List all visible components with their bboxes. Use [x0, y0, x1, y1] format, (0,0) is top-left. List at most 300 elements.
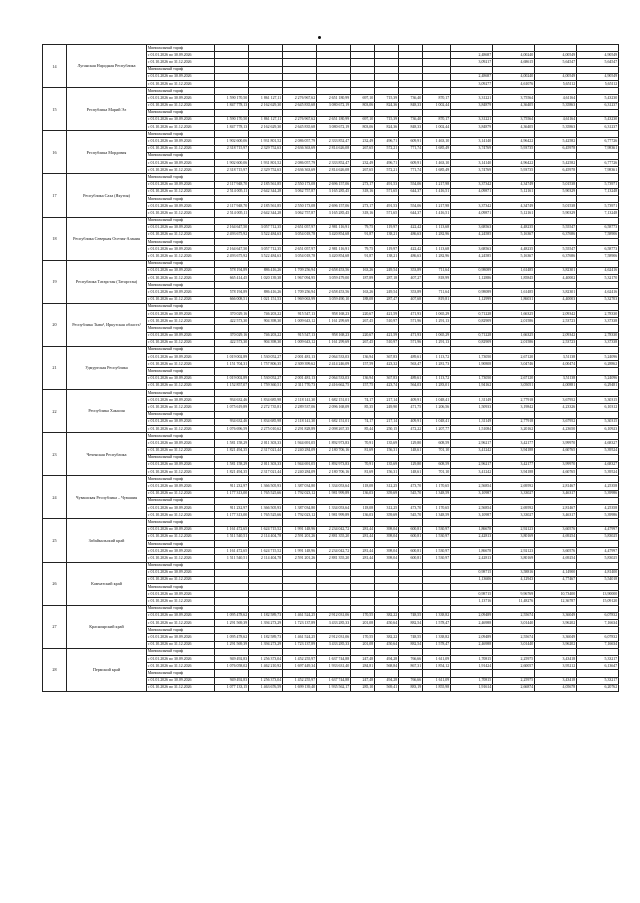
value-cell [423, 131, 451, 138]
value-cell: 0,98715 [451, 591, 493, 598]
value-cell: 958 168,23 [317, 310, 351, 317]
value-cell: 2 064 533,03 [317, 375, 351, 382]
value-cell [535, 195, 577, 202]
value-cell: 5,24096 [577, 354, 619, 361]
value-cell [215, 303, 249, 310]
value-cell: 1 217,98 [423, 181, 451, 188]
value-cell: 91,87 [351, 231, 375, 238]
value-cell: 1 282,96 [423, 231, 451, 238]
value-cell [375, 52, 399, 59]
value-cell: 471,75 [399, 404, 423, 411]
value-cell: 1 611,09 [423, 655, 451, 662]
value-cell: 1 291,13 [423, 318, 451, 325]
value-cell: 3,42177 [493, 440, 535, 447]
value-cell: 2,09342 [535, 310, 577, 317]
value-cell: 2 185 561,85 [249, 203, 283, 210]
value-cell: 398,04 [375, 526, 399, 533]
value-cell: 1 021 151,53 [249, 296, 283, 303]
value-cell [351, 411, 375, 418]
value-cell: 3,80169 [493, 555, 535, 562]
value-cell: 0,71228 [451, 332, 493, 339]
value-cell: 5,55547 [535, 246, 577, 253]
value-cell [451, 66, 493, 73]
value-cell [451, 433, 493, 440]
value-cell: 421,59 [375, 332, 399, 339]
value-cell: 2,09489 [451, 634, 493, 641]
value-cell: 2 118 141,30 [283, 418, 317, 425]
value-cell: 4,09871 [451, 210, 493, 217]
value-cell [399, 239, 423, 246]
value-cell [317, 131, 351, 138]
value-cell: 2 651 057,97 [283, 224, 317, 231]
value-cell: 934 632,46 [215, 418, 249, 425]
value-cell [423, 80, 451, 87]
value-cell [451, 390, 493, 397]
value-cell: 6,37686 [535, 231, 577, 238]
value-cell: 6,28862 [577, 361, 619, 368]
value-cell: 217,14 [375, 397, 399, 404]
value-cell [399, 390, 423, 397]
value-cell [375, 598, 399, 605]
region-number: 15 [43, 88, 67, 131]
value-cell: 423,74 [375, 382, 399, 389]
value-cell: 2,56854 [451, 483, 493, 490]
value-cell: 1,85845 [493, 275, 535, 282]
value-cell: 1 511 540,51 [215, 555, 249, 562]
value-cell: 3 420 854,68 [317, 231, 351, 238]
value-cell [249, 152, 283, 159]
value-cell [535, 109, 577, 116]
value-cell: 3,84879 [451, 102, 493, 109]
value-cell: 1,50933 [451, 404, 493, 411]
value-cell: 3,82301 [535, 289, 577, 296]
value-cell [577, 195, 619, 202]
value-cell: 572,21 [375, 167, 399, 174]
value-cell: 2,46988 [451, 641, 493, 648]
value-cell: 609,91 [399, 160, 423, 167]
value-cell: 1 834 685,98 [249, 418, 283, 425]
value-cell: 1 177 313,00 [215, 512, 249, 519]
value-cell: 5,90329 [535, 210, 577, 217]
value-cell [423, 66, 451, 73]
value-cell [249, 591, 283, 598]
value-cell: 1 348,59 [423, 490, 451, 497]
value-cell: 422 573,30 [215, 318, 249, 325]
value-cell [283, 66, 317, 73]
value-cell: 3,74769 [451, 167, 493, 174]
value-cell: 318,16 [351, 188, 375, 195]
value-cell: 1 151 704,31 [215, 361, 249, 368]
value-cell: 1 611,09 [423, 677, 451, 684]
value-cell: 3,14140 [451, 138, 493, 145]
value-cell: 5,12161 [493, 188, 535, 195]
value-cell [283, 670, 317, 677]
value-cell [399, 217, 423, 224]
value-cell [283, 368, 317, 375]
value-cell: 6,07832 [577, 612, 619, 619]
value-cell: 6,31237 [577, 124, 619, 131]
value-cell [215, 195, 249, 202]
value-cell [249, 52, 283, 59]
value-cell [451, 88, 493, 95]
value-cell [399, 346, 423, 353]
value-cell: 1 065,29 [423, 332, 451, 339]
value-cell [215, 66, 249, 73]
value-cell: 1 348,59 [423, 512, 451, 519]
value-cell [317, 73, 351, 80]
value-cell: 2 064 533,03 [317, 354, 351, 361]
value-cell: 156,31 [375, 469, 399, 476]
value-cell: 5,01538 [535, 203, 577, 210]
value-cell: 883,19 [399, 684, 423, 691]
table-row [43, 346, 619, 353]
tariff-type-label: Минимальный тариф [147, 325, 215, 332]
value-cell [399, 569, 423, 576]
value-cell [451, 303, 493, 310]
value-cell [215, 174, 249, 181]
value-cell: 2 164 647,50 [215, 246, 249, 253]
value-cell: 1 682 151,01 [317, 418, 351, 425]
value-cell: 1,73050 [451, 354, 493, 361]
value-cell: 2 276 967,62 [283, 116, 317, 123]
value-cell: 2,81467 [535, 483, 577, 490]
value-cell: 2,56854 [451, 505, 493, 512]
value-cell: 7,16634 [577, 641, 619, 648]
value-cell: 958 168,23 [317, 332, 351, 339]
value-cell: 2 645 835,68 [283, 102, 317, 109]
value-cell: 4,34749 [493, 181, 535, 188]
value-cell [577, 260, 619, 267]
value-cell [535, 66, 577, 73]
value-cell [215, 497, 249, 504]
value-cell: 697,10 [351, 116, 375, 123]
value-cell: 4,09871 [451, 188, 493, 195]
value-cell [283, 562, 317, 569]
value-cell: 2 117 948,70 [215, 181, 249, 188]
value-cell: 422,42 [399, 224, 423, 231]
value-cell [423, 109, 451, 116]
value-cell: 2 645 835,68 [283, 124, 317, 131]
value-cell: 1 944 691,05 [283, 461, 317, 468]
value-cell: 6,20762 [577, 684, 619, 691]
value-cell [399, 562, 423, 569]
value-cell: 201,08 [351, 620, 375, 627]
value-cell: 4,23326 [535, 404, 577, 411]
region-name: Республика Саха (Якутия) [67, 174, 147, 217]
value-cell: 398,04 [375, 548, 399, 555]
value-cell: 496,71 [375, 138, 399, 145]
tariff-type-label: Минимальный тариф [147, 584, 215, 591]
value-cell: 771,74 [399, 145, 423, 152]
region-number: 23 [43, 433, 67, 476]
value-cell [215, 282, 249, 289]
value-cell: 4,00240 [493, 73, 535, 80]
period-label: с 01.10.2026 по 31.12.2026 [147, 447, 215, 454]
value-cell [351, 540, 375, 547]
value-cell [493, 540, 535, 547]
value-cell [423, 368, 451, 375]
value-cell: 6,07832 [577, 634, 619, 641]
value-cell: 4,77467 [535, 576, 577, 583]
value-cell [283, 239, 317, 246]
value-cell [493, 476, 535, 483]
value-cell [493, 217, 535, 224]
value-cell [317, 52, 351, 59]
period-label: с 01.01.2026 по 30.09.2026 [147, 634, 215, 641]
region-number: 27 [43, 605, 67, 648]
value-cell: 4,47997 [577, 548, 619, 555]
period-label: с 01.10.2026 по 31.12.2026 [147, 167, 215, 174]
value-cell [215, 45, 249, 52]
value-cell: 2 180 706,16 [317, 469, 351, 476]
value-cell [399, 88, 423, 95]
tariff-type-label: Минимальный тариф [147, 433, 215, 440]
value-cell: 6,10923 [577, 425, 619, 432]
period-label: с 01.10.2026 по 31.12.2026 [147, 533, 215, 540]
value-cell: 118,08 [351, 505, 375, 512]
value-cell: 1 113,68 [423, 224, 451, 231]
value-cell [375, 73, 399, 80]
value-cell [375, 433, 399, 440]
value-cell: 6,58773 [577, 246, 619, 253]
value-cell: 1 161 472,65 [215, 548, 249, 555]
value-cell: 2,01586 [493, 339, 535, 346]
value-cell [249, 59, 283, 66]
value-cell: 135,69 [375, 440, 399, 447]
value-cell [375, 584, 399, 591]
value-cell: 267,45 [351, 339, 375, 346]
value-cell [249, 217, 283, 224]
tariff-type-label: Минимальный тариф [147, 239, 215, 246]
value-cell [317, 584, 351, 591]
region-number: 20 [43, 303, 67, 346]
value-cell: 6,37686 [535, 253, 577, 260]
value-cell: 4,90549 [577, 52, 619, 59]
region-number: 18 [43, 217, 67, 260]
value-cell: 6,10312 [577, 404, 619, 411]
value-cell: 3 080 672,19 [317, 102, 351, 109]
value-cell: 2,60057 [493, 663, 535, 670]
value-cell: 85,35 [351, 404, 375, 411]
value-cell [317, 109, 351, 116]
value-cell: 1 685,49 [423, 145, 451, 152]
value-cell [317, 591, 351, 598]
value-cell: 2 276 967,62 [283, 95, 317, 102]
value-cell [283, 73, 317, 80]
value-cell: 1 821 494,35 [215, 469, 249, 476]
value-cell: 1 967 094,95 [283, 275, 317, 282]
value-cell: 4,61164 [535, 95, 577, 102]
value-cell [423, 152, 451, 159]
value-cell [423, 598, 451, 605]
value-cell: 3,43418 [535, 677, 577, 684]
value-cell: 2 240 284,09 [283, 469, 317, 476]
value-cell: 5,54018 [577, 576, 619, 583]
value-cell: 5,55547 [535, 224, 577, 231]
value-cell [535, 648, 577, 655]
value-cell: 312,25 [375, 505, 399, 512]
value-cell [535, 131, 577, 138]
value-cell: 5,90329 [535, 188, 577, 195]
value-cell [317, 648, 351, 655]
table-row [43, 45, 619, 52]
value-cell [215, 540, 249, 547]
value-cell [215, 476, 249, 483]
value-cell [351, 576, 375, 583]
value-cell: 824,36 [375, 102, 399, 109]
value-cell: 2 329 752,63 [249, 167, 283, 174]
value-cell [451, 325, 493, 332]
value-cell [399, 670, 423, 677]
value-cell [493, 627, 535, 634]
value-cell: 4,00549 [535, 52, 577, 59]
value-cell: 1 002,44 [423, 102, 451, 109]
value-cell: 571,96 [399, 339, 423, 346]
value-cell: 578 194,89 [215, 267, 249, 274]
value-cell: 4,62416 [577, 289, 619, 296]
value-cell [317, 390, 351, 397]
value-cell: 600,81 [399, 555, 423, 562]
value-cell [399, 584, 423, 591]
value-cell [423, 576, 451, 583]
value-cell: 564,03 [399, 382, 423, 389]
region-number: 14 [43, 45, 67, 88]
period-label: с 01.01.2026 по 30.09.2026 [147, 483, 215, 490]
value-cell [375, 131, 399, 138]
value-cell [351, 519, 375, 526]
value-cell: 3,01440 [493, 620, 535, 627]
value-cell: 1 461 524,25 [283, 634, 317, 641]
value-cell: 911 232,97 [215, 483, 249, 490]
value-cell [375, 605, 399, 612]
value-cell: 1 152 857,07 [215, 382, 249, 389]
value-cell [577, 368, 619, 375]
value-cell: 4,00881 [535, 382, 577, 389]
period-label: с 01.01.2026 по 30.09.2026 [147, 160, 215, 167]
value-cell: 5,30315 [577, 418, 619, 425]
value-cell [375, 519, 399, 526]
value-cell: 3,99970 [535, 440, 577, 447]
value-cell [351, 569, 375, 576]
value-cell: 1,66325 [493, 332, 535, 339]
value-cell [351, 476, 375, 483]
value-cell [399, 325, 423, 332]
value-cell: 4,25358 [577, 483, 619, 490]
value-cell [451, 217, 493, 224]
value-cell: 1 282,96 [423, 253, 451, 260]
value-cell: 1 394 273,29 [249, 620, 283, 627]
tariff-type-label: Минимальный тариф [147, 260, 215, 267]
value-cell [283, 45, 317, 52]
value-cell: 281,44 [351, 533, 375, 540]
table-row [43, 605, 619, 612]
value-cell: 609,91 [399, 138, 423, 145]
value-cell [493, 346, 535, 353]
value-cell: 2,92123 [493, 548, 535, 555]
value-cell [317, 519, 351, 526]
value-cell: 510,97 [375, 339, 399, 346]
value-cell [451, 411, 493, 418]
value-cell: 3,51138 [535, 375, 577, 382]
value-cell: 3,75564 [493, 116, 535, 123]
period-label: с 01.10.2026 по 31.12.2026 [147, 684, 215, 691]
value-cell: 2,81467 [535, 505, 577, 512]
value-cell: 1 581 158,29 [215, 440, 249, 447]
period-label: с 01.01.2026 по 30.09.2026 [147, 655, 215, 662]
value-cell: 1 095 478,62 [215, 634, 249, 641]
value-cell: 2 185 561,85 [249, 181, 283, 188]
value-cell: 4,48235 [493, 224, 535, 231]
value-cell: 450,64 [375, 620, 399, 627]
value-cell: 2 912 031,06 [317, 634, 351, 641]
value-cell: 273,17 [351, 181, 375, 188]
value-cell [493, 648, 535, 655]
value-cell: 3,01440 [493, 641, 535, 648]
value-cell: 819,81 [423, 296, 451, 303]
value-cell [399, 131, 423, 138]
value-cell: 1 699 139,40 [283, 684, 317, 691]
value-cell: 600,81 [399, 548, 423, 555]
value-cell: 220,67 [351, 332, 375, 339]
value-cell [249, 66, 283, 73]
value-cell: 1 161 299,69 [317, 339, 351, 346]
value-cell: 3,41242 [451, 447, 493, 454]
value-cell: 1 590 170,50 [215, 95, 249, 102]
value-cell: 2 164 647,50 [215, 224, 249, 231]
value-cell: 848,33 [399, 124, 423, 131]
tariff-type-label: Минимальный тариф [147, 368, 215, 375]
value-cell: 5,43230 [577, 95, 619, 102]
value-cell: 3,10987 [451, 490, 493, 497]
value-cell [351, 45, 375, 52]
value-cell: 949 492,83 [215, 677, 249, 684]
period-label: с 01.01.2026 по 30.09.2026 [147, 267, 215, 274]
value-cell [249, 454, 283, 461]
value-cell: 3,43418 [535, 655, 577, 662]
value-cell: 1 217,98 [423, 203, 451, 210]
value-cell: 3 420 854,68 [317, 253, 351, 260]
value-cell [249, 45, 283, 52]
value-cell: 5,35863 [535, 124, 577, 131]
tariff-type-label: Минимальный тариф [147, 217, 215, 224]
value-cell [577, 66, 619, 73]
value-cell [317, 346, 351, 353]
value-cell [283, 576, 317, 583]
value-cell: 3,58816 [493, 569, 535, 576]
value-cell [283, 303, 317, 310]
value-cell: 608,59 [423, 440, 451, 447]
value-cell [399, 59, 423, 66]
value-cell: 3 433 285,33 [317, 620, 351, 627]
value-cell: 2 234 042,72 [317, 548, 351, 555]
value-cell: 3,37342 [451, 181, 493, 188]
value-cell [423, 648, 451, 655]
value-cell [399, 52, 423, 59]
tariff-type-label: Минимальный тариф [147, 282, 215, 289]
value-cell [283, 390, 317, 397]
value-cell [249, 88, 283, 95]
value-cell [351, 598, 375, 605]
value-cell: 1 283,01 [423, 382, 451, 389]
value-cell [493, 195, 535, 202]
value-cell [375, 152, 399, 159]
value-cell [317, 88, 351, 95]
value-cell [423, 239, 451, 246]
value-cell [249, 598, 283, 605]
value-cell: 2 981 116,91 [317, 246, 351, 253]
tariff-type-label: Минимальный тариф [147, 174, 215, 181]
value-cell: 70,91 [351, 461, 375, 468]
